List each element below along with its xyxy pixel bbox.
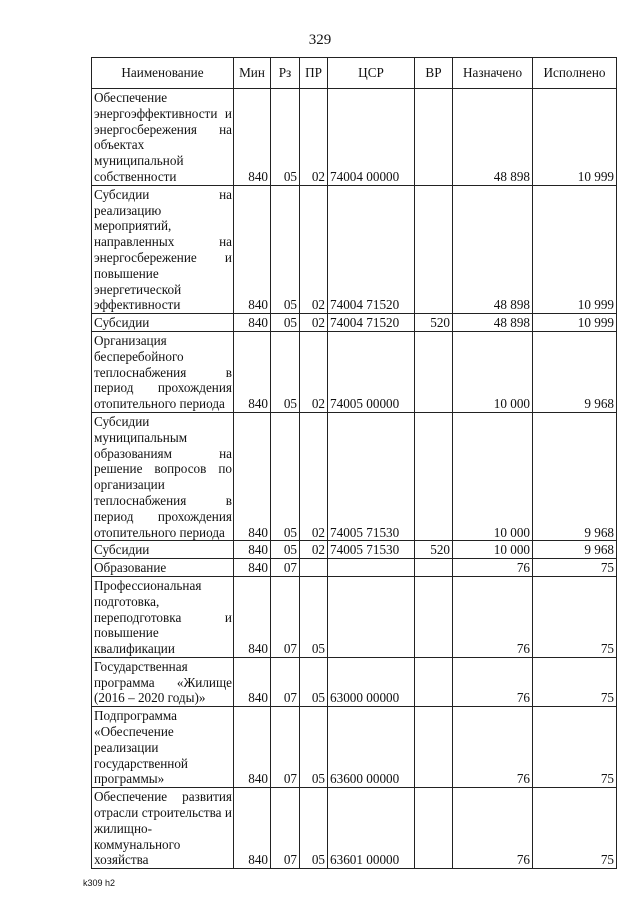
row-rz: 05 <box>271 331 300 412</box>
row-min: 840 <box>234 541 271 559</box>
row-vr: 520 <box>415 541 453 559</box>
row-csr: 74004 00000 <box>328 89 415 186</box>
row-pr: 05 <box>300 707 328 788</box>
row-min: 840 <box>234 185 271 313</box>
table-row <box>92 657 617 706</box>
row-assigned: 48 898 <box>453 89 533 186</box>
row-executed: 75 <box>533 707 617 788</box>
table-row <box>92 185 617 313</box>
row-executed: 9 968 <box>533 331 617 412</box>
row-executed: 10 999 <box>533 89 617 186</box>
row-executed: 75 <box>533 788 617 869</box>
row-rz: 05 <box>271 541 300 559</box>
page-number: 329 <box>308 32 332 48</box>
table-row <box>92 788 617 869</box>
row-name: Подпрограмма «Обеспечение реализации государственной программы» <box>92 707 234 788</box>
row-csr: 63000 00000 <box>328 657 415 706</box>
row-assigned: 76 <box>453 576 533 657</box>
row-executed: 75 <box>533 657 617 706</box>
row-assigned: 76 <box>453 559 533 577</box>
row-assigned: 48 898 <box>453 314 533 332</box>
table-row <box>92 559 617 577</box>
row-name: Субсидии <box>92 541 234 559</box>
row-executed: 9 968 <box>533 541 617 559</box>
row-pr: 02 <box>300 331 328 412</box>
row-vr <box>415 657 453 706</box>
row-name: Обеспечение энергоэффективности и энергосбережения на объектах муниципальной собственности <box>92 89 234 186</box>
table-row <box>92 89 617 186</box>
row-vr: 520 <box>415 314 453 332</box>
row-name: Субсидии на реализацию мероприятий, направленных на энергосбережение и повышение энергетической эффективности <box>92 185 234 313</box>
table-row <box>92 707 617 788</box>
table-row <box>92 331 617 412</box>
row-assigned: 10 000 <box>453 331 533 412</box>
row-executed: 9 968 <box>533 412 617 540</box>
row-rz: 05 <box>271 412 300 540</box>
row-rz: 07 <box>271 707 300 788</box>
row-pr: 02 <box>300 412 328 540</box>
row-rz: 05 <box>271 89 300 186</box>
row-pr: 05 <box>300 657 328 706</box>
header-row <box>92 58 617 89</box>
header-rz: Рз <box>271 58 300 89</box>
header-csr: ЦСР <box>328 58 415 89</box>
header-name: Наименование <box>92 58 234 89</box>
row-min: 840 <box>234 412 271 540</box>
row-vr <box>415 331 453 412</box>
row-min: 840 <box>234 788 271 869</box>
row-assigned: 10 000 <box>453 541 533 559</box>
row-min: 840 <box>234 331 271 412</box>
footer-code: k309 h2 <box>83 878 116 888</box>
row-pr <box>300 559 328 577</box>
row-csr: 74005 71530 <box>328 412 415 540</box>
row-min: 840 <box>234 89 271 186</box>
header-min: Мин <box>234 58 271 89</box>
header-assigned: Назначено <box>453 58 533 89</box>
row-min: 840 <box>234 657 271 706</box>
row-vr <box>415 788 453 869</box>
row-executed: 75 <box>533 559 617 577</box>
row-csr <box>328 559 415 577</box>
row-csr: 74004 71520 <box>328 314 415 332</box>
row-csr: 63601 00000 <box>328 788 415 869</box>
row-assigned: 48 898 <box>453 185 533 313</box>
row-min: 840 <box>234 314 271 332</box>
row-name: Образование <box>92 559 234 577</box>
row-rz: 07 <box>271 788 300 869</box>
row-executed: 10 999 <box>533 314 617 332</box>
row-vr <box>415 89 453 186</box>
row-assigned: 10 000 <box>453 412 533 540</box>
row-vr <box>415 707 453 788</box>
row-assigned: 76 <box>453 788 533 869</box>
row-executed: 75 <box>533 576 617 657</box>
table-row <box>92 576 617 657</box>
row-executed: 10 999 <box>533 185 617 313</box>
row-assigned: 76 <box>453 657 533 706</box>
row-pr: 02 <box>300 541 328 559</box>
row-vr <box>415 559 453 577</box>
row-csr: 63600 00000 <box>328 707 415 788</box>
row-rz: 07 <box>271 657 300 706</box>
row-name: Обеспечение развития отрасли строительства и жилищно-коммунального хозяйства <box>92 788 234 869</box>
row-assigned: 76 <box>453 707 533 788</box>
row-rz: 07 <box>271 576 300 657</box>
row-vr <box>415 185 453 313</box>
row-min: 840 <box>234 576 271 657</box>
row-pr: 02 <box>300 314 328 332</box>
row-name: Профессиональная подготовка, переподготовка и повышение квалификации <box>92 576 234 657</box>
header-pr: ПР <box>300 58 328 89</box>
row-pr: 02 <box>300 89 328 186</box>
row-name: Государственная программа «Жилище (2016 – 2020 годы)» <box>92 657 234 706</box>
row-csr: 74005 71530 <box>328 541 415 559</box>
row-name: Субсидии муниципальным образованиям на решение вопросов по организации теплоснабжения в период прохождения отопительного периода <box>92 412 234 540</box>
table-row <box>92 314 617 332</box>
row-min: 840 <box>234 707 271 788</box>
row-name: Организация бесперебойного теплоснабжения в период прохождения отопительного периода <box>92 331 234 412</box>
table-row <box>92 541 617 559</box>
header-vr: ВР <box>415 58 453 89</box>
row-rz: 05 <box>271 314 300 332</box>
row-csr <box>328 576 415 657</box>
row-rz: 05 <box>271 185 300 313</box>
table-row <box>92 412 617 540</box>
row-pr: 02 <box>300 185 328 313</box>
row-pr: 05 <box>300 788 328 869</box>
budget-table <box>91 57 617 869</box>
row-pr: 05 <box>300 576 328 657</box>
row-vr <box>415 576 453 657</box>
row-vr <box>415 412 453 540</box>
header-executed: Исполнено <box>533 58 617 89</box>
row-min: 840 <box>234 559 271 577</box>
row-rz: 07 <box>271 559 300 577</box>
row-csr: 74004 71520 <box>328 185 415 313</box>
row-name: Субсидии <box>92 314 234 332</box>
row-csr: 74005 00000 <box>328 331 415 412</box>
